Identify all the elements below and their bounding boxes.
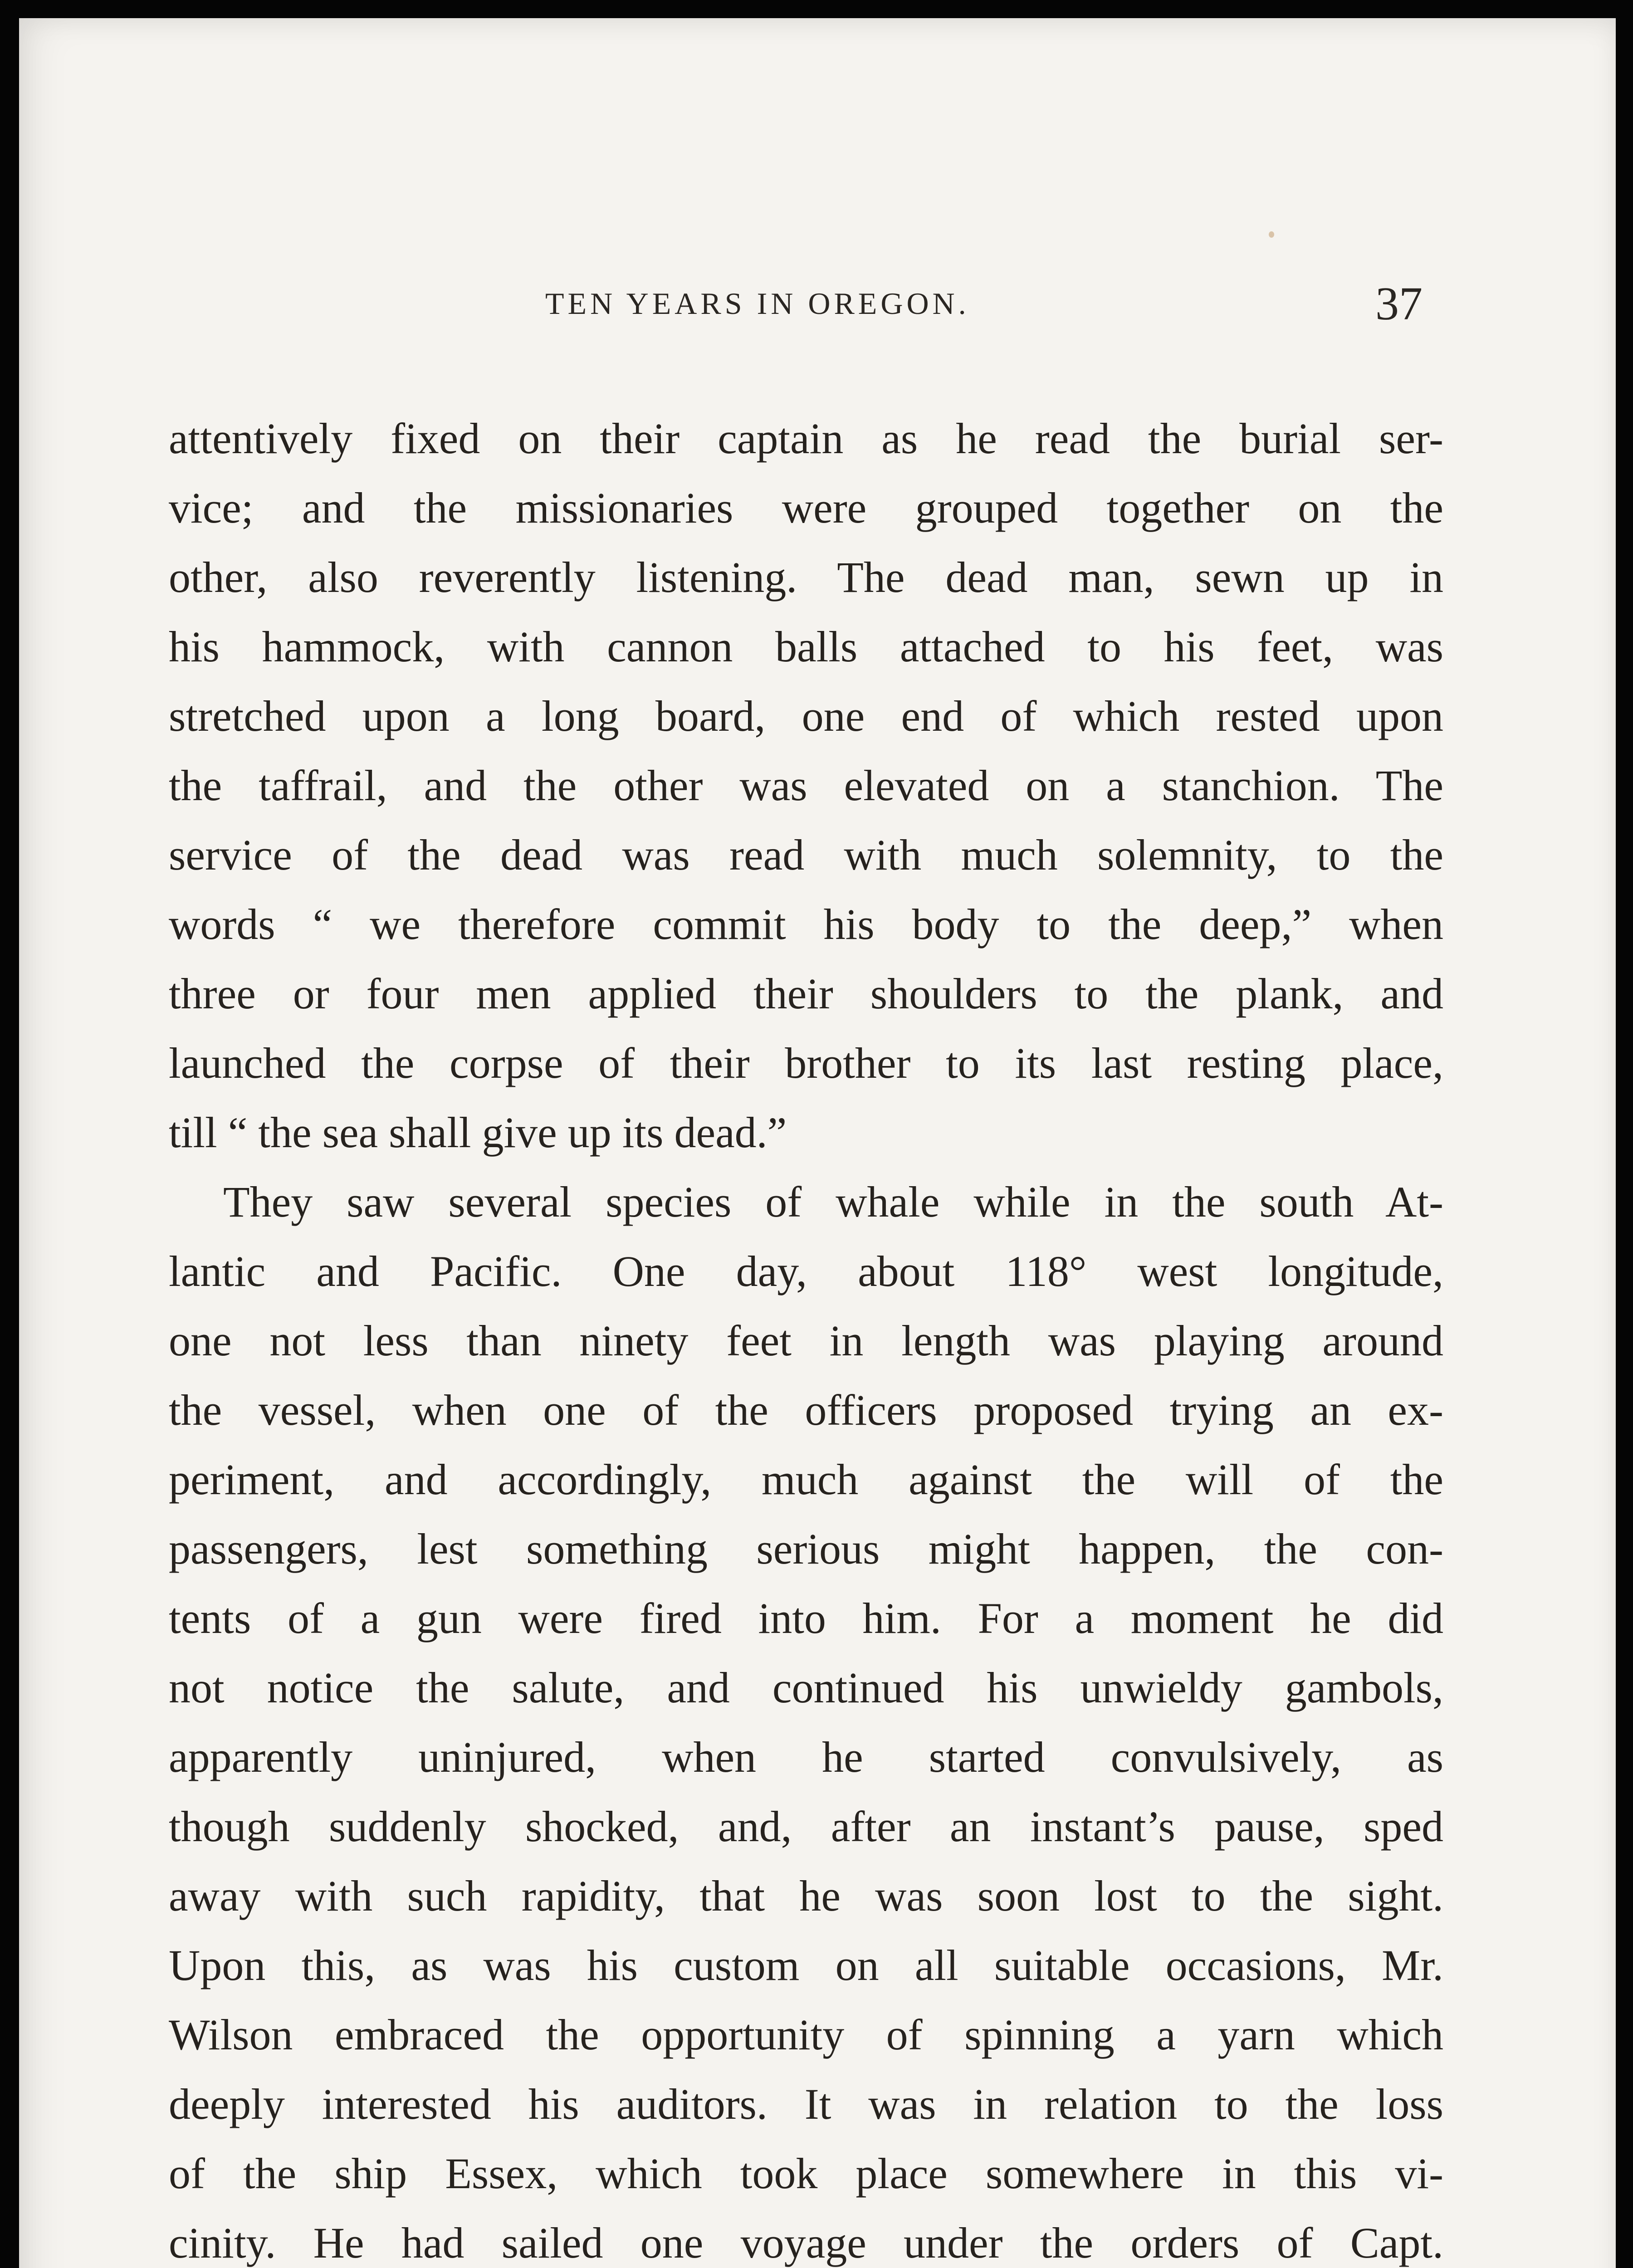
text-line: lantic and Pacific. One day, about 118° west longitude, [169,1247,1443,1295]
text-line: vice; and the missionaries were grouped together on the [169,484,1443,532]
text-line: Upon this, as was his custom on all suitable occasions, Mr. [169,1941,1443,1989]
text-line: the vessel, when one of the officers proposed trying an ex- [169,1386,1443,1434]
text-line: his hammock, with cannon balls attached to his feet, was [169,622,1443,671]
text-line: passengers, lest something serious might happen, the con- [169,1525,1443,1573]
running-head [19,278,1616,349]
book-page [19,18,1616,2268]
text-line: Wilson embraced the opportunity of spinning a yarn which [169,2010,1443,2059]
text-line: launched the corpse of their brother to its last resting place, [169,1039,1443,1087]
text-line: words “ we therefore commit his body to the deep,” when [169,900,1443,948]
text-line: not notice the salute, and continued his unwieldy gambols, [169,1663,1443,1712]
text-line: cinity. He had sailed one voyage under the orders of Capt. [169,2219,1443,2267]
text-line: other, also reverently listening. The dead man, sewn up in [169,553,1443,601]
text-line: stretched upon a long board, one end of which rested upon [169,692,1443,740]
text-line: of the ship Essex, which took place somewhere in this vi- [169,2149,1443,2198]
text-line: service of the dead was read with much solemnity, to the [169,831,1443,879]
text-line: the taffrail, and the other was elevated on a stanchion. The [169,761,1443,810]
text-line: deeply interested his auditors. It was in relation to the loss [169,2080,1443,2128]
paper-speck [1269,231,1274,238]
text-line: three or four men applied their shoulders to the plank, and [169,969,1443,1018]
text-line: though suddenly shocked, and, after an instant’s pause, sped [169,1802,1443,1851]
text-line: away with such rapidity, that he was soon lost to the sight. [169,1872,1443,1920]
page-number: 37 [1375,278,1423,330]
text-line: periment, and accordingly, much against the will of the [169,1455,1443,1504]
text-line: tents of a gun were fired into him. For a moment he did [169,1594,1443,1642]
body-text [169,404,1443,2268]
text-line: They saw several species of whale while in the south At- [223,1178,1443,1226]
text-line: attentively fixed on their captain as he read the burial ser- [169,414,1443,463]
text-line: apparently uninjured, when he started convulsively, as [169,1733,1443,1781]
running-title: TEN YEARS IN OREGON. [545,286,970,321]
text-line: one not less than ninety feet in length was playing around [169,1316,1443,1365]
text-line: till “ the sea shall give up its dead.” [169,1108,787,1157]
